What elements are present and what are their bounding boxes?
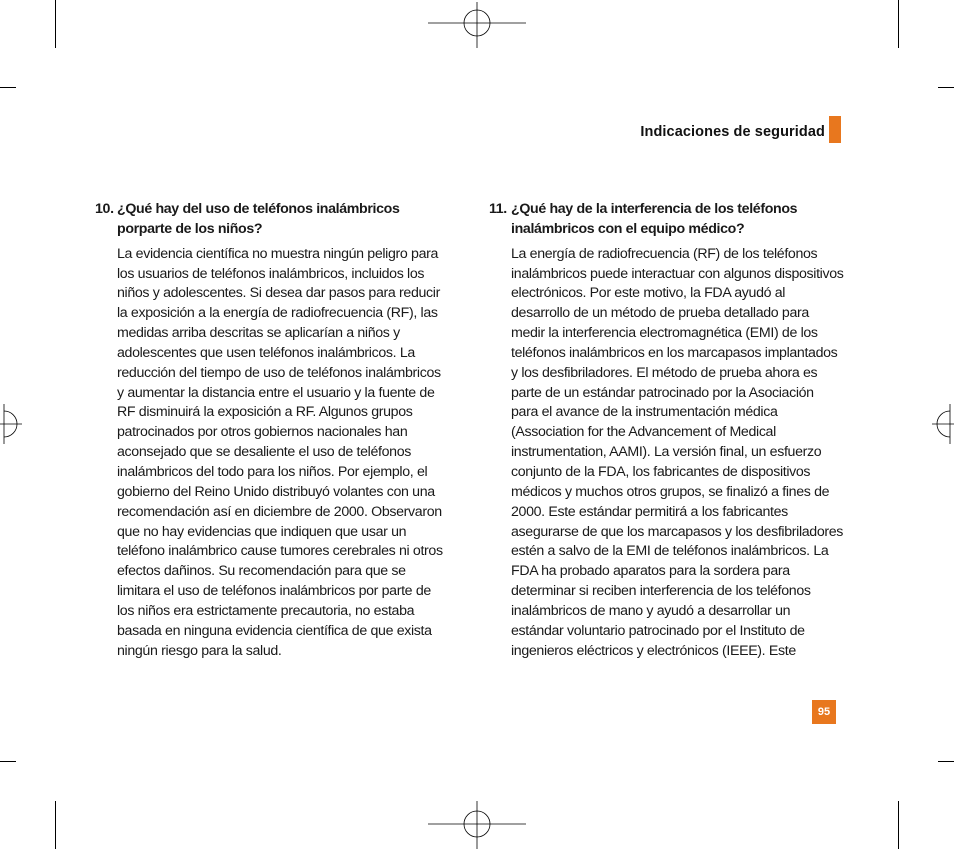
crop-mark (55, 0, 56, 48)
answer-paragraph: La energía de radiofrecuencia (RF) de los teléfonos inalámbricos puede interactuar con algunos dispositivos electrónicos. Por este motivo, la FDA ayudó al desarrollo de un método de prueba detallado para medir la interferencia electromagnética (EMI) de los teléfonos inalámbricos en los marcapasos implantados y los desfibriladores. El método de prueba ahora es parte de un estándar patrocinado por la Asociación para el avance de la instrumentación médica (Association for the Advancement of Medical instrumentation, AAMI). La versión final, un esfuerzo conjunto de la FDA, los fabricantes de dispositivos médicos y muchos otros grupos, se finalizó a fines de 2000. Este estándar permitirá a los fabricantes asegurarse de que los marcapasos y los desfibriladores estén a salvo de la EMI de teléfonos inalámbricos. La FDA ha probado aparatos para la sordera para determinar si reciben interferencia de los teléfonos inalámbricos de mano y ayudó a desarrollar un estándar voluntario patrocinado por el Instituto de ingenieros eléctricos y electrónicos (IEEE). Este (511, 245, 844, 659)
answer-body (489, 245, 844, 662)
page-number: 95 (812, 700, 836, 724)
question-number: 11. (489, 201, 507, 217)
crop-mark (898, 0, 899, 48)
registration-mark-icon (0, 404, 22, 444)
answer-paragraph: La evidencia científica no muestra ningún peligro para los usuarios de teléfonos inalámbricos, incluidos los niños y adolescentes. Si desea dar pasos para reducir la exposición a la energía de radiofrecuencia (RF), las medidas arriba descritas se aplicarían a niños y adolescentes que usen teléfonos inalámbricos. La reducción del tiempo de uso de teléfonos inalámbricos y aumentar la distancia entre el usuario y la fuente de RF disminuirá la exposición a RF. Algunos grupos patrocinados por otros gobiernos nacionales han aconsejado que se desaliente el uso de teléfonos inalámbricos del todo para los niños. Por ejemplo, el gobierno del Reino Unido distribuyó volantes con una recomendación así en diciembre de 2000. Observaron que no hay evidencias que indiquen que usar un teléfono inalámbrico cause tumores cerebrales ni otros efectos dañinos. Su recomendación para que se limitara el uso de teléfonos inalámbricos por parte de los niños era estrictamente precautoria, no estaba basada en ninguna evidencia científica de que exista ningún riesgo para la salud. (117, 245, 443, 659)
crop-mark (898, 801, 899, 849)
section-title: Indicaciones de seguridad (640, 124, 825, 140)
question-heading (95, 200, 450, 240)
registration-mark-icon (932, 404, 954, 444)
question-heading (489, 200, 844, 240)
crop-mark (0, 87, 16, 88)
question-text: ¿Qué hay de la interferencia de los teléfonos inalámbricos con el equipo médico? (511, 201, 798, 237)
registration-mark-icon (428, 801, 526, 849)
question-text: ¿Qué hay del uso de teléfonos inalámbricos porparte de los niños? (117, 201, 400, 237)
crop-mark (938, 87, 954, 88)
question-block-10 (95, 200, 450, 661)
question-number: 10. (95, 201, 114, 217)
question-block-11 (489, 200, 844, 661)
crop-mark (0, 761, 16, 762)
section-tab-marker (829, 116, 841, 143)
answer-body (95, 245, 450, 662)
crop-mark (55, 801, 56, 849)
crop-mark (938, 761, 954, 762)
registration-mark-icon (428, 2, 526, 48)
